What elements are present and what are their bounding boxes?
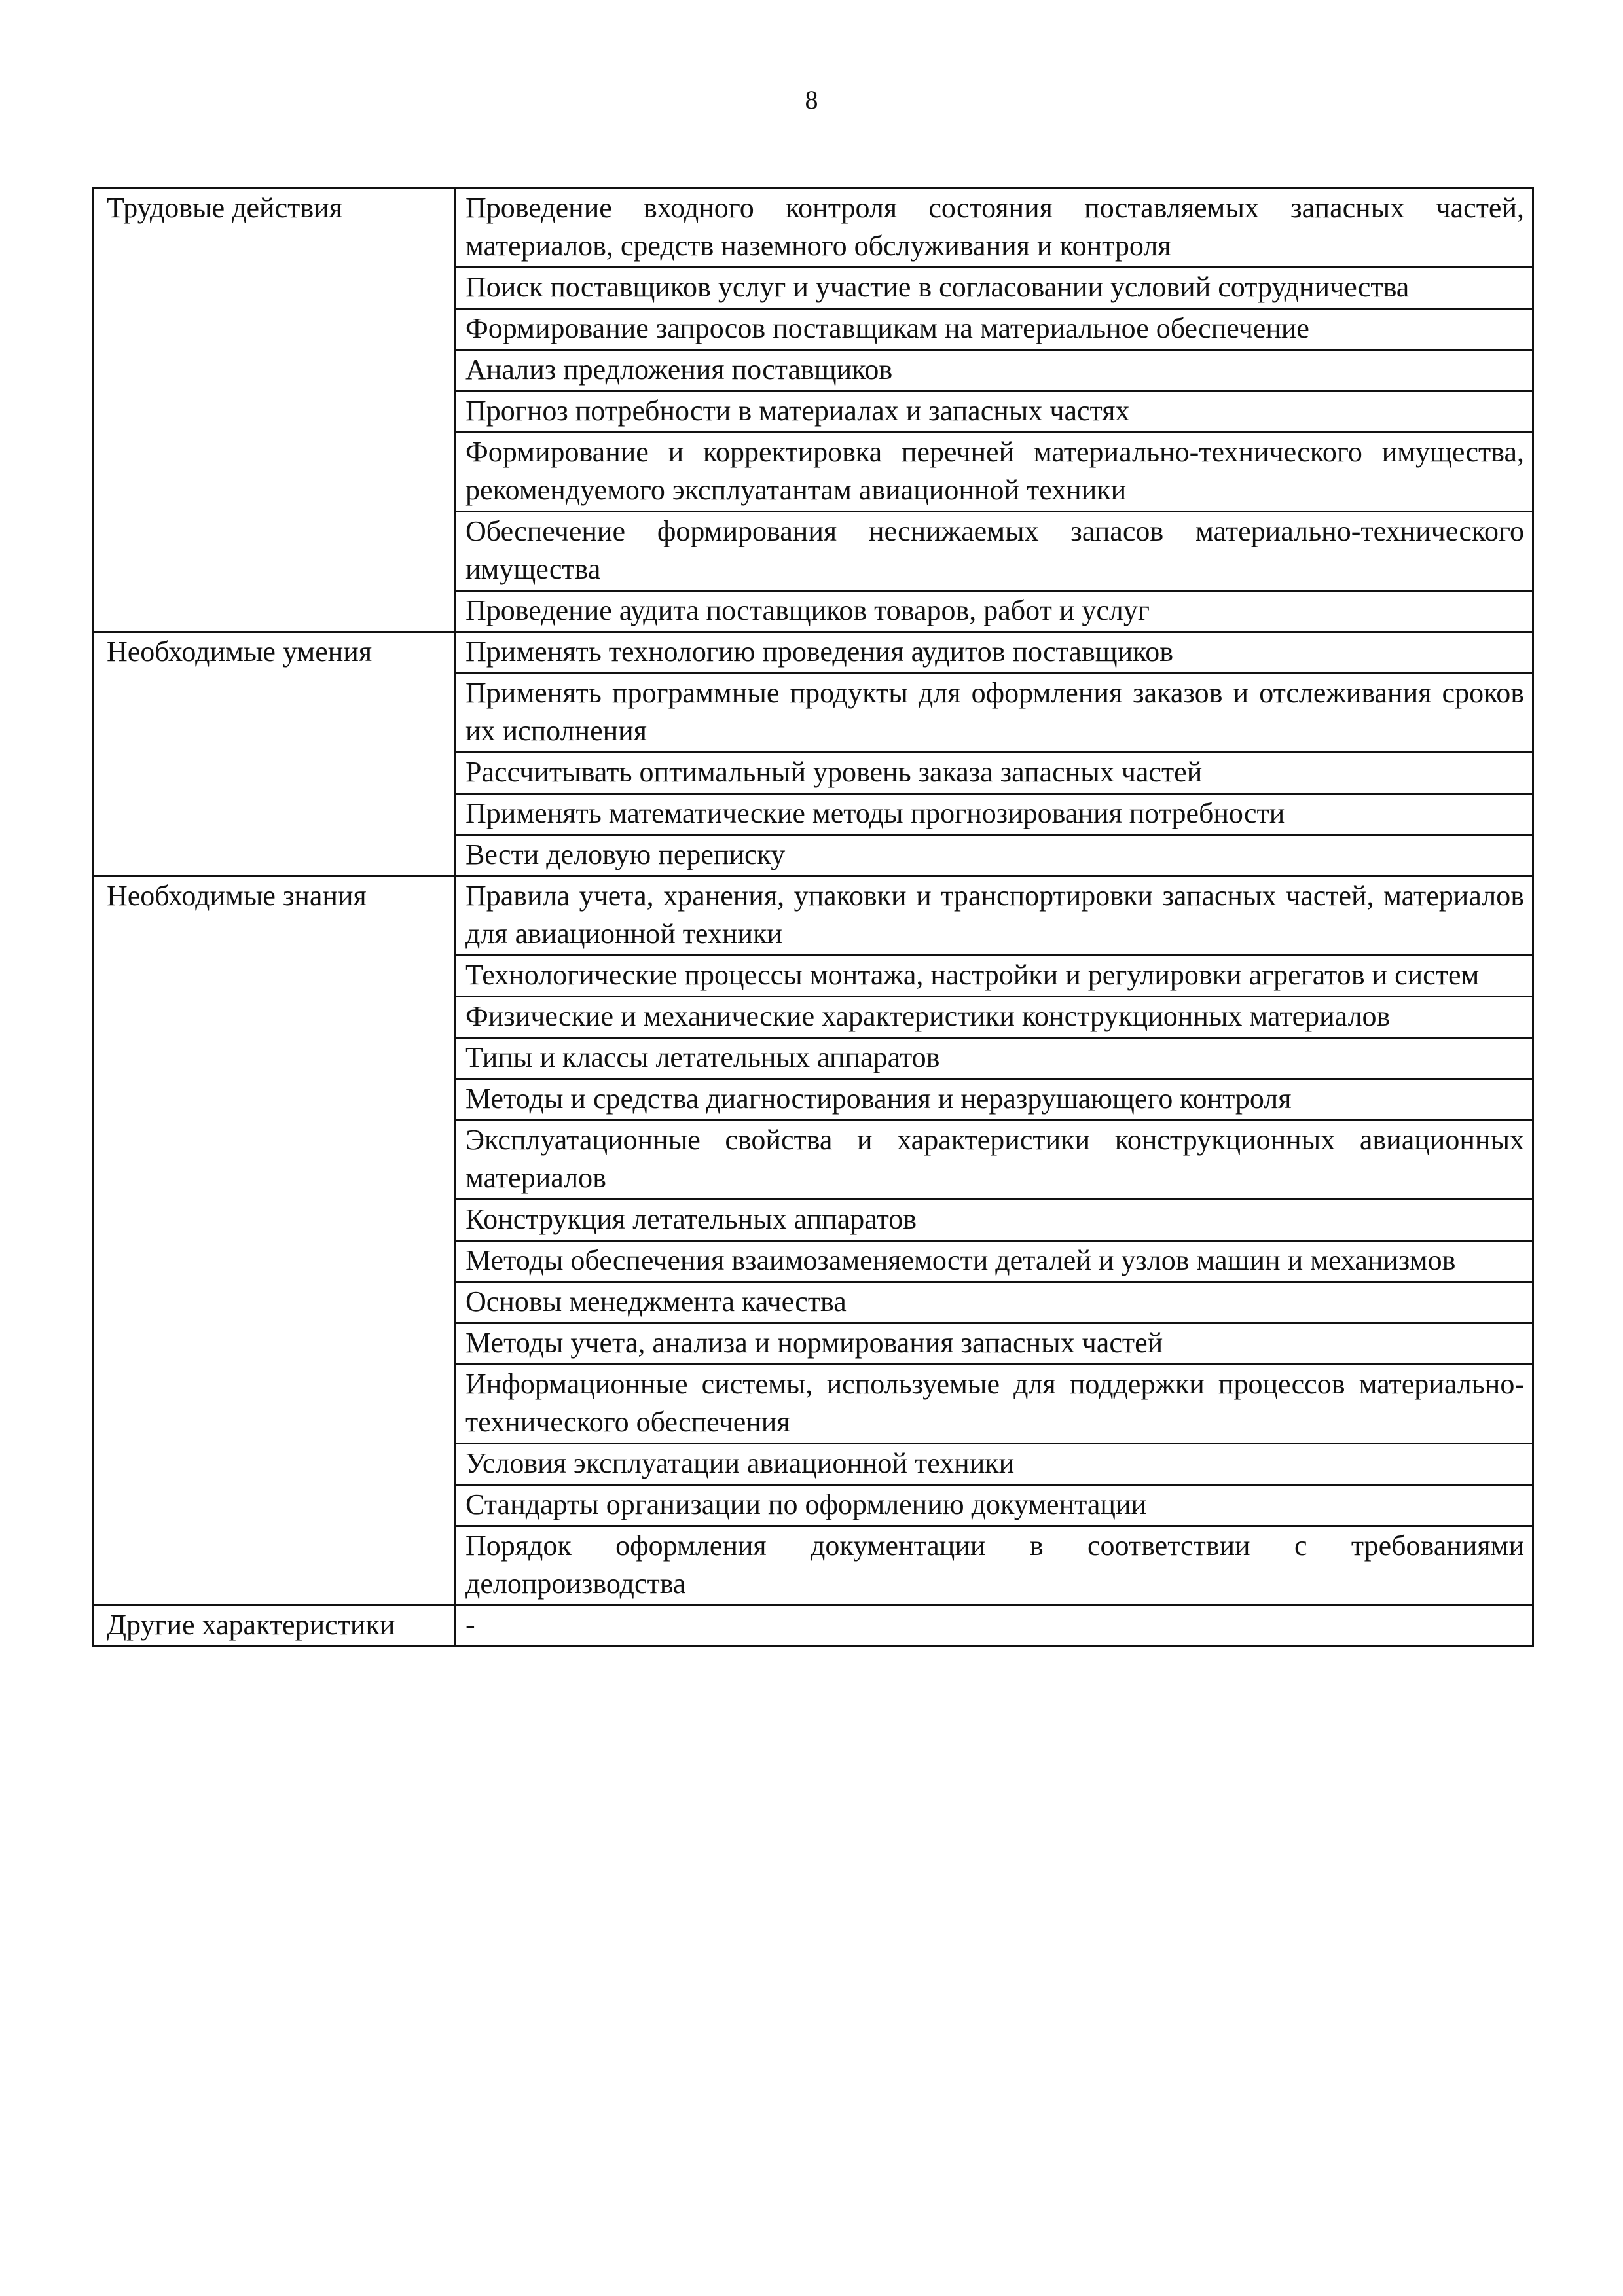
table-cell: Рассчитывать оптимальный уровень заказа запасных частей (456, 753, 1533, 794)
section-label-required-knowledge: Необходимые знания (93, 876, 456, 1605)
table-cell: Условия эксплуатации авиационной техники (456, 1444, 1533, 1485)
table-cell: Применять программные продукты для оформления заказов и отслеживания сроков их исполнения (456, 673, 1533, 753)
table-cell: Правила учета, хранения, упаковки и транспортировки запасных частей, материалов для авиационной техники (456, 876, 1533, 956)
table-cell: - (456, 1605, 1533, 1647)
table-cell: Проведение входного контроля состояния поставляемых запасных частей, материалов, средств наземного обслуживания и контроля (456, 188, 1533, 268)
section-label-other-characteristics: Другие характеристики (93, 1605, 456, 1647)
table-cell: Проведение аудита поставщиков товаров, работ и услуг (456, 591, 1533, 632)
table-cell: Информационные системы, используемые для поддержки процессов материально-технического обеспечения (456, 1365, 1533, 1444)
table-cell: Технологические процессы монтажа, настройки и регулировки агрегатов и систем (456, 956, 1533, 997)
table-row (93, 876, 1533, 956)
table-cell: Физические и механические характеристики конструкционных материалов (456, 997, 1533, 1038)
table-cell: Формирование и корректировка перечней материально-технического имущества, рекомендуемого эксплуатантам авиационной техники (456, 433, 1533, 512)
table-row (93, 1605, 1533, 1647)
table-cell: Конструкция летательных аппаратов (456, 1200, 1533, 1241)
table-cell: Формирование запросов поставщикам на материальное обеспечение (456, 309, 1533, 350)
table-cell: Прогноз потребности в материалах и запасных частях (456, 391, 1533, 433)
section-label-labor-actions: Трудовые действия (93, 188, 456, 632)
table-cell: Вести деловую переписку (456, 835, 1533, 876)
table-cell: Поиск поставщиков услуг и участие в согласовании условий сотрудничества (456, 268, 1533, 309)
page-number: 8 (805, 85, 818, 115)
table-row (93, 188, 1533, 268)
table-cell: Методы учета, анализа и нормирования запасных частей (456, 1323, 1533, 1365)
table-cell: Анализ предложения поставщиков (456, 350, 1533, 391)
table-cell: Типы и классы летательных аппаратов (456, 1038, 1533, 1079)
table-cell: Методы обеспечения взаимозаменяемости деталей и узлов машин и механизмов (456, 1241, 1533, 1282)
section-label-required-skills: Необходимые умения (93, 632, 456, 876)
table-cell: Применять математические методы прогнозирования потребности (456, 794, 1533, 835)
table-cell: Применять технологию проведения аудитов поставщиков (456, 632, 1533, 673)
table-cell: Стандарты организации по оформлению документации (456, 1485, 1533, 1526)
table-cell: Основы менеджмента качества (456, 1282, 1533, 1323)
qualification-table (92, 187, 1534, 1647)
table-cell: Методы и средства диагностирования и неразрушающего контроля (456, 1079, 1533, 1121)
table-cell: Эксплуатационные свойства и характеристики конструкционных авиационных материалов (456, 1121, 1533, 1200)
table-cell: Обеспечение формирования неснижаемых запасов материально-технического имущества (456, 512, 1533, 591)
table-cell: Порядок оформления документации в соответствии с требованиями делопроизводства (456, 1526, 1533, 1605)
table-row (93, 632, 1533, 673)
